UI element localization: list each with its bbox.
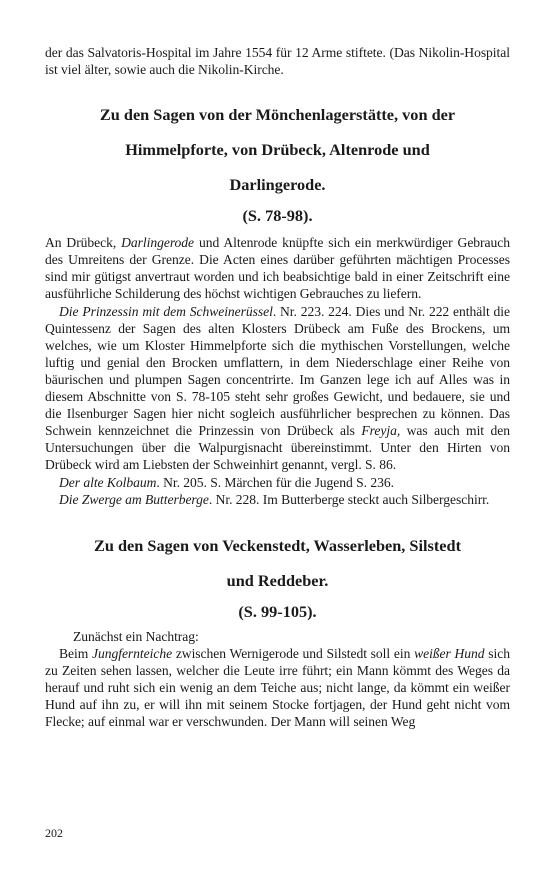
text-run: zwischen Wernigerode und Silstedt soll ein <box>172 645 415 661</box>
section-2-heading-line-2: und Reddeber. <box>226 570 329 590</box>
section-2-paragraph-2 <box>45 645 510 730</box>
section-1-heading-line-3: Darlingerode. <box>229 175 326 195</box>
section-1-paragraph-3 <box>45 474 510 491</box>
italic-run: Die Prinzessin mit dem Schweinerüssel <box>59 303 273 319</box>
italic-run: Freyja, <box>361 423 401 439</box>
intro-line-2: Nikolin-Hospital ist viel älter, sowie auch die Nikolin-Kirche. <box>45 45 510 78</box>
section-2-heading <box>45 528 510 626</box>
text-run: Beim <box>59 645 92 661</box>
italic-run: Darlingerode <box>121 235 195 251</box>
section-1-paragraph-1 <box>45 234 510 302</box>
section-1-heading-line-1: Zu den Sagen von der Mönchenlagerstätte, von der <box>99 105 456 125</box>
italic-run: Die Zwerge am Butterberge <box>59 491 209 507</box>
section-2-paragraph-1: Zunächst ein Nachtrag: <box>73 628 199 644</box>
page-number: 202 <box>45 826 63 840</box>
intro-line-1: der das Salvatoris-Hospital im Jahre 1554 für 12 Arme stiftete. (Das <box>45 45 415 60</box>
section-1-page-range: (S. 78-98). <box>242 206 313 226</box>
text-run: . Nr. 223. 224. Dies und Nr. 222 enthält die Quintessenz der Sagen des alten Klosters Drübeck am Fuße des Brockens, um welches, wie um Kloster Himmelpforte sich die mythischen Vorstellungen, welche luftig und genial den Brocken umflattern, in dem Niederschlage einer Reihe von bäurischen und plumpen Sagen concentrirte. Im Ganzen lege ich auf Alles was in diesem Abschnitte von S. 78-105 steht sehr großes Gewicht, und bedauere, sie und die Ilsenburger Sagen hier nicht sogleich ausführlicher besprechen zu können. Das Schwein kennzeichnet die Prinzessin von Drübeck als <box>45 303 510 439</box>
italic-run: weißer Hund <box>414 645 485 661</box>
text-run: An Drübeck, <box>45 235 122 251</box>
text-run: sich zu Zeiten sehen lassen, welcher die Leute irre führt; ein Mann kömmt des Weges da herauf und ruht sich ein wenig an dem Teiche aus; nicht lange, da kömmt ein weißer Hund auf ihn zu, er will ihn mit seinem Stocke fortjagen, der Hund geht nicht vom Flecke; auf einmal war er verschwunden. Der Mann will seinen Weg <box>45 645 510 730</box>
page-body <box>45 44 510 730</box>
text-run: und Altenrode knüpfte sich ein merkwürdiger Gebrauch des Umreitens der Grenze. Die Acten eines darüber geführten mächtigen Processes sind mir gütigst anvertraut worden und ich beabsichtige bald in einer Zeitschrift eine ausführliche Schilderung des höchst wichtigen Gebrauches zu liefern. <box>45 235 510 302</box>
section-1-paragraph-2 <box>45 303 510 474</box>
text-run: was auch mit den Untersuchungen über die Walpurgisnacht übereinstimmt. Unter den Hirten von Drübeck wird am Liebsten der Schweinhirt genannt, vergl. S. 86. <box>45 423 510 473</box>
section-1-heading <box>45 97 510 230</box>
italic-run: Der alte Kolbaum <box>59 474 157 490</box>
section-1-paragraph-4 <box>45 491 510 508</box>
section-2-heading-line-1: Zu den Sagen von Veckenstedt, Wasserleben, Silstedt <box>94 535 461 555</box>
intro-paragraph <box>45 44 510 78</box>
italic-run: Jungfernteiche <box>92 645 173 661</box>
section-1-heading-line-2: Himmelpforte, von Drübeck, Altenrode und <box>125 140 430 160</box>
section-2-page-range: (S. 99-105). <box>238 601 317 621</box>
text-run: . Nr. 228. Im Butterberge steckt auch Silbergeschirr. <box>208 491 490 507</box>
text-run: . Nr. 205. S. Märchen für die Jugend S. 236. <box>156 474 394 490</box>
